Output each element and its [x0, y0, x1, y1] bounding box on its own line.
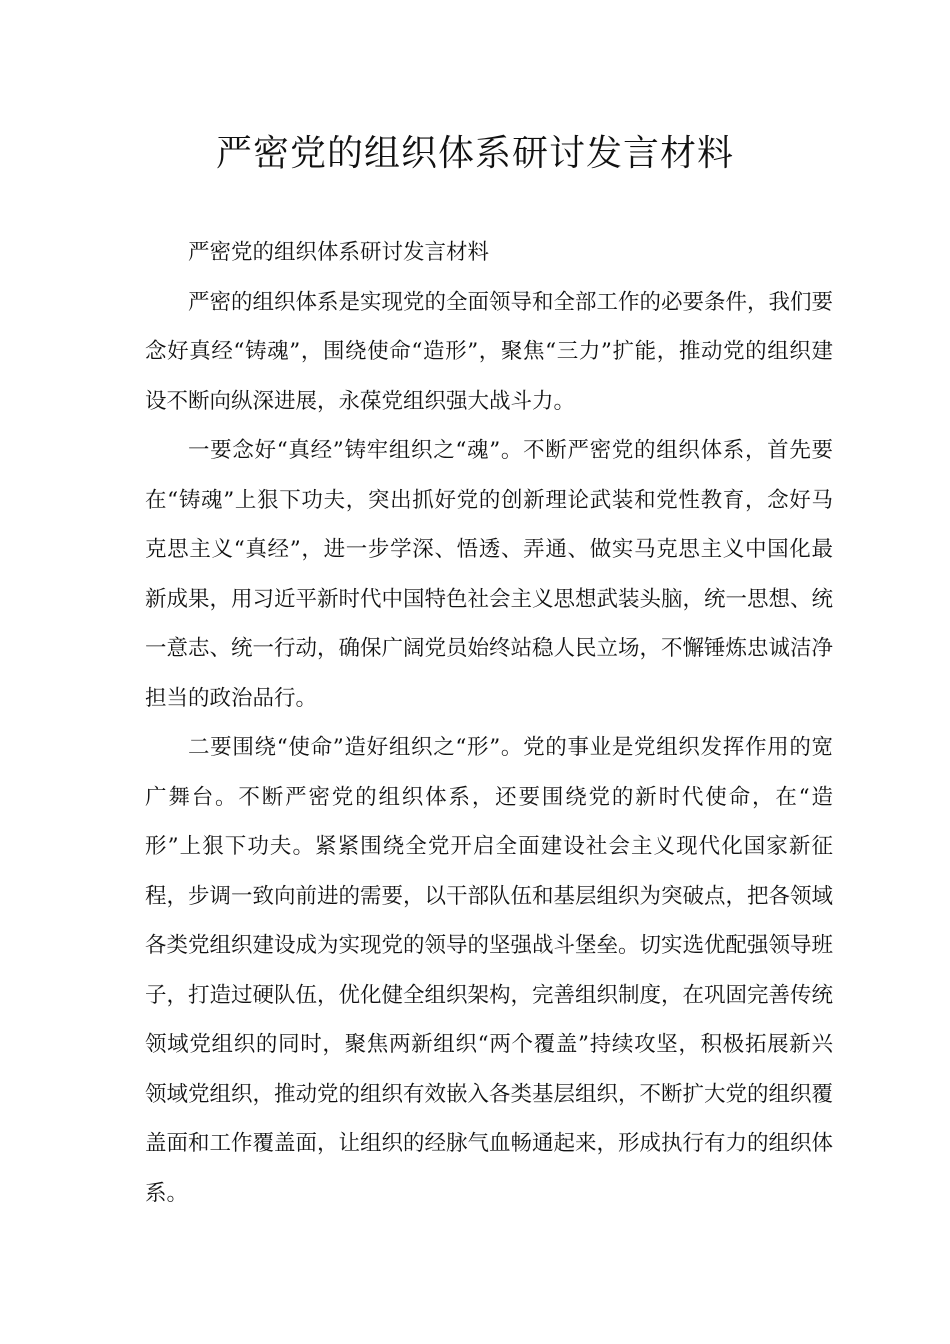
document-body — [145, 228, 833, 1218]
paragraph-point-two: 二要围绕“使命”造好组织之“形”。党的事业是党组织发挥作用的宽广舞台。不断严密党的组织体系，还要围绕党的新时代使命，在“造形”上狠下功夫。紧紧围绕全党开启全面建设社会主义现代化国家新征程，步调一致向前进的需要，以干部队伍和基层组织为突破点，把各领域各类党组织建设成为实现党的领导的坚强战斗堡垒。切实选优配强领导班子，打造过硬队伍，优化健全组织架构，完善组织制度，在巩固完善传统领域党组织的同时，聚焦两新组织“两个覆盖”持续攻坚，积极拓展新兴领域党组织，推动党的组织有效嵌入各类基层组织，不断扩大党的组织覆盖面和工作覆盖面，让组织的经脉气血畅通起来，形成执行有力的组织体系。 — [145, 735, 834, 1206]
paragraph-point-one: 一要念好“真经”铸牢组织之“魂”。不断严密党的组织体系，首先要在“铸魂”上狠下功夫，突出抓好党的创新理论武装和党性教育，念好马克思主义“真经”，进一步学深、悟透、弄通、做实马克思主义中国化最新成果，用习近平新时代中国特色社会主义思想武装头脑，统一思想、统一意志、统一行动，确保广阔党员始终站稳人民立场，不懈锤炼忠诚洁净担当的政治品行。 — [145, 438, 834, 711]
document-title: 严密党的组织体系研讨发言材料 — [215, 133, 734, 174]
paragraph-intro: 严密的组织体系是实现党的全面领导和全部工作的必要条件，我们要念好真经“铸魂”，围绕使命“造形”，聚焦“三力”扩能，推动党的组织建设不断向纵深进展，永葆党组织强大战斗力。 — [145, 289, 834, 414]
paragraph-subtitle: 严密党的组织体系研讨发言材料 — [188, 240, 490, 265]
